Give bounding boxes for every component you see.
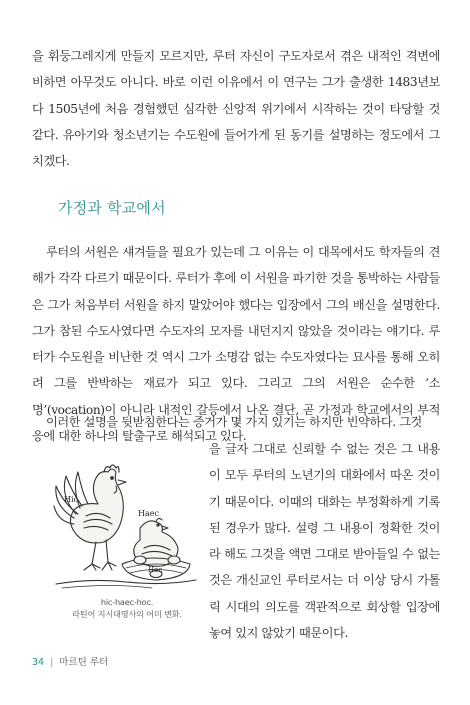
page-number: 34 [32, 657, 45, 668]
book-title: 마르틴 루터 [59, 657, 109, 668]
body-paragraph-1: 을 휘둥그레지게 만들지 모르지만, 루터 자신이 구도자로서 겪은 내적인 격변에 비하면 아무것도 아니다. 바로 이런 이유에서 이 연구는 그가 출생한 1483년보다 1505년에 처음 경험했던 심각한 신앙적 위기에서 시작하는 것이 타당할 것 같다. 유아기와 청소년기는 수도원에 들어가게 된 동기를 설명하는 정도에서 그치겠다. [32, 49, 440, 169]
woodcut-illustration [52, 452, 200, 594]
body-paragraph-2: 루터의 서원은 섀겨들을 필요가 있는데 그 이유는 이 대목에서도 학자들의 견해가 각각 다르기 때문이다. 루터가 후에 이 서원을 파기한 것을 통박하는 사람들은 그가 처음부터 서원을 하지 말았어야 했다는 입장에서 그의 배신을 설명한다. 그가 참된 수도사였다면 수도자의 모자를 내던지지 않았을 것이라는 얘기다. 루터가 수도원을 비난한 것 역시 그가 소명감 없는 수도자였다는 묘사를 통해 오히려 그를 반박하는 재료가 되고 있다. 그리고 그의 서원은 순수한 ‘소명’(vocation)이 아니라 내적인 갈등에서 나온 결단, 곧 가정과 학교에서의 부적응에 대한 하나의 탈출구로 해석되고 있다. [32, 245, 440, 444]
rooster-hen-chicks-woodcut [52, 452, 200, 594]
label-hic: Hic [64, 495, 79, 504]
figure-caption [32, 596, 222, 620]
caption-line-2: 라틴어 지시대명사의 어미 변화. [72, 609, 182, 619]
footer-separator: | [50, 657, 54, 668]
body-paragraph-3-continued: 을 글자 그대로 신뢰할 수 없는 것은 그 내용이 모두 루터의 노년기의 대화에서 따온 것이기 때문이다. 이때의 대화는 부정확하게 기록된 경우가 많다. 설령 그 내용이 정확한 것이라 해도 그것을 액면 그대로 받아들일 수 없는 것은 개신교인 루터로서는 더 이상 당시 가톨릭 시대의 의도를 객관적으로 회상할 입장에 놓여 있지 않았기 때문이다. [209, 442, 440, 641]
body-paragraph-3-start: 이러한 설명을 뒷받침한다는 증거가 몇 가지 있기는 하지만 빈약하다. 그것 [46, 415, 422, 429]
label-hoc: Hoc [148, 566, 163, 574]
section-heading: 가정과 학교에서 [58, 199, 166, 217]
label-haec: Haec [138, 509, 159, 518]
caption-line-1: hic-haec-hoc. [100, 597, 154, 607]
page-footer [32, 654, 108, 668]
